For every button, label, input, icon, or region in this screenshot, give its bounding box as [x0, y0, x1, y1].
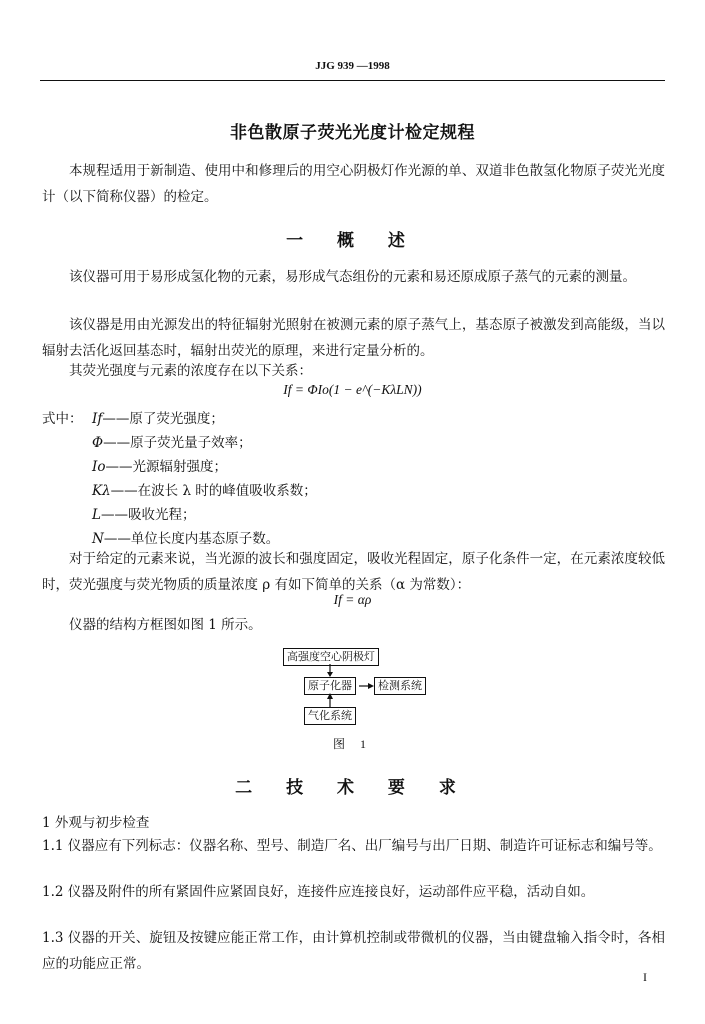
overview-paragraph-1: 该仪器可用于易形成氢化物的元素，易形成气态组份的元素和易还原成原子蒸气的元素的测量。: [69, 269, 636, 285]
definition-text: ——吸收光程；: [100, 507, 196, 523]
definition-symbol: L: [92, 507, 101, 523]
box-hollow-cathode-lamp: 高强度空心阴极灯: [283, 648, 379, 666]
section-heading-technical-requirements: 二 技 术 要 求: [235, 778, 470, 798]
item-1-3: 1.3 仪器的开关、旋钮及按键应能正常工作，由计算机控制或带微机的仪器，当由键盘输入指令时，各相应的功能应正常。: [42, 930, 665, 972]
definition-text: ——光源辐射强度；: [105, 459, 227, 475]
overview-paragraph-4: 对于给定的元素来说，当光源的波长和强度固定，吸收光程固定，原子化条件一定，在元素浓度较低时，荧光强度与荧光物质的质量浓度 ρ 有如下简单的关系（α 为常数）：: [42, 551, 665, 593]
box-detection-system: 检测系统: [374, 677, 426, 695]
overview-paragraph-2: 该仪器是用由光源发出的特征辐射光照射在被测元素的原子蒸气上，基态原子被激发到高能级，当以辐射去活化返回基态时，辐射出荧光的原理，来进行定量分析的。: [42, 317, 665, 359]
definition-symbol: N: [92, 531, 104, 547]
arrow-right-icon: [359, 680, 375, 692]
header-rule: [40, 80, 665, 81]
item-1-2: 1.2 仪器及附件的所有紧固件应紧固良好，连接件应连接良好，运动部件应平稳，活动自如。: [42, 884, 595, 900]
formula-linear: If = αρ: [333, 592, 372, 607]
definition-text: ——原了荧光强度；: [102, 411, 224, 427]
definition-row: [92, 479, 317, 499]
intro-paragraph: 本规程适用于新制造、使用中和修理后的用空心阴极灯作光源的单、双道非色散氢化物原子荧光光度计（以下简称仪器）的检定。: [42, 163, 665, 205]
definition-symbol: Io: [92, 459, 106, 475]
section-heading-overview: 一 概 述: [286, 231, 419, 251]
arrow-down-icon: [325, 664, 335, 678]
formula-fluorescence: If = ΦIo(1 − e^(−KλLN)): [283, 382, 422, 397]
definition-row: [92, 431, 252, 451]
where-label: 式中：: [42, 411, 83, 427]
definition-row: [92, 407, 224, 427]
item-1-1: 1.1 仪器应有下列标志：仪器名称、型号、制造厂名、出厂编号与出厂日期、制造许可证标志和编号等。: [42, 838, 662, 854]
arrow-up-icon: [325, 693, 335, 707]
document-title: 非色散原子荧光光度计检定规程: [230, 123, 475, 143]
definition-text: ——在波长 λ 时的峰值吸收系数；: [110, 483, 317, 499]
definition-symbol: If: [92, 411, 103, 427]
definition-row: [92, 503, 195, 523]
box-gasification-system: 气化系统: [304, 707, 356, 725]
overview-paragraph-3: 其荧光强度与元素的浓度存在以下关系：: [69, 363, 312, 379]
item-1-title: 1 外观与初步检查: [42, 815, 150, 831]
definition-row: [92, 455, 227, 475]
definition-text: ——原子荧光量子效率；: [103, 435, 252, 451]
running-header: JJG 939 —1998: [315, 60, 390, 72]
overview-paragraph-5: 仪器的结构方框图如图 1 所示。: [69, 617, 262, 633]
figure-caption: 图 1: [332, 737, 372, 751]
box-atomizer: 原子化器: [304, 677, 356, 695]
definition-row: [92, 527, 279, 547]
definition-symbol: Kλ: [92, 483, 111, 499]
page-number: I: [643, 970, 647, 984]
definition-text: ——单位长度内基态原子数。: [103, 531, 280, 547]
definition-symbol: Φ: [92, 435, 104, 451]
